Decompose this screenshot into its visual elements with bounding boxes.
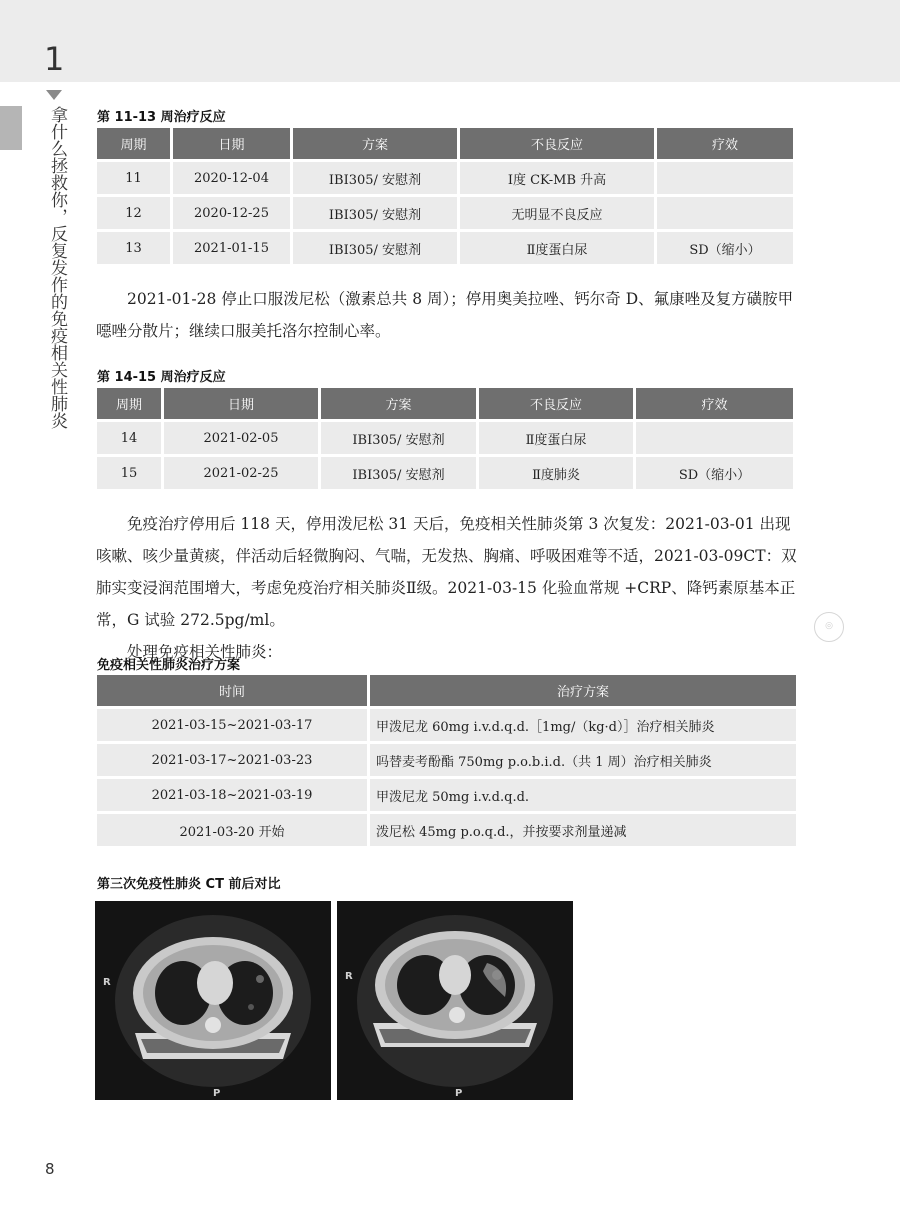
cell-cycle: 13 xyxy=(97,232,170,264)
table-treatment-plan xyxy=(94,672,799,849)
cell-cycle: 11 xyxy=(97,162,170,194)
top-band xyxy=(0,0,900,82)
body-paragraph-relapse xyxy=(96,508,804,668)
header-treatment: 治疗方案 xyxy=(370,675,796,706)
ct-scan-after xyxy=(337,901,573,1100)
cell-adverse-reaction: Ⅰ度 CK-MB 升高 xyxy=(460,162,654,194)
paragraph-text: 处理免疫相关性肺炎： xyxy=(127,643,283,661)
header-adverse-reaction: 不良反应 xyxy=(460,128,654,159)
header-adverse-reaction: 不良反应 xyxy=(479,388,633,419)
cell-efficacy: SD（缩小） xyxy=(657,232,793,264)
cell-treatment: 甲泼尼龙 60mg i.v.d.q.d.［1mg/（kg·d）］治疗相关肺炎 xyxy=(370,709,796,741)
cell-treatment: 泼尼松 45mg p.o.q.d.，并按要求剂量递减 xyxy=(370,814,796,846)
cell-efficacy xyxy=(636,422,793,454)
figure-caption-ct: 第三次免疫性肺炎 CT 前后对比 xyxy=(97,877,281,892)
cell-efficacy xyxy=(657,162,793,194)
cell-time: 2021-03-20 开始 xyxy=(97,814,367,846)
table-caption-weeks-11-13: 第 11-13 周治疗反应 xyxy=(97,110,226,125)
table-header-row xyxy=(97,388,793,419)
cell-time: 2021-03-15~2021-03-17 xyxy=(97,709,367,741)
cell-cycle: 12 xyxy=(97,197,170,229)
header-time: 时间 xyxy=(97,675,367,706)
table-header-row xyxy=(97,675,796,706)
cell-adverse-reaction: Ⅱ度肺炎 xyxy=(479,457,633,489)
table-row xyxy=(97,779,796,811)
header-cycle: 周期 xyxy=(97,128,170,159)
cell-date: 2021-01-15 xyxy=(173,232,290,264)
table-row xyxy=(97,197,793,229)
cell-treatment: 甲泼尼龙 50mg i.v.d.q.d. xyxy=(370,779,796,811)
cell-regimen: IBI305/ 安慰剂 xyxy=(293,162,457,194)
cell-cycle: 14 xyxy=(97,422,161,454)
table-caption-treatment-plan: 免疫相关性肺炎治疗方案 xyxy=(97,658,241,673)
cell-adverse-reaction: Ⅱ度蛋白尿 xyxy=(479,422,633,454)
publisher-stamp-icon: ◎ xyxy=(814,612,844,642)
paragraph-text: 免疫治疗停用后 118 天，停用泼尼松 31 天后，免疫相关性肺炎第 3 次复发：2021-03-01 出现咳嗽、咳少量黄痰，伴活动后轻微胸闷、气喘，无发热、胸痛、呼吸困难等不适，2021-03-09CT：双肺实变浸润范围增大，考虑免疫治疗相关肺炎Ⅱ级。2021-03-15 化验血常规 +CRP、降钙素原基本正常，G 试验 272.5pg/ml。 xyxy=(96,515,797,629)
paragraph-text: 2021-01-28 停止口服泼尼松（激素总共 8 周）；停用奥美拉唑、钙尔奇 D、氟康唑及复方磺胺甲噁唑分散片；继续口服美托洛尔控制心率。 xyxy=(96,290,794,340)
table-row xyxy=(97,162,793,194)
right-side-label: R xyxy=(103,977,111,988)
cell-adverse-reaction: 无明显不良反应 xyxy=(460,197,654,229)
table-header-row xyxy=(97,128,793,159)
cell-efficacy: SD（缩小） xyxy=(636,457,793,489)
cell-regimen: IBI305/ 安慰剂 xyxy=(321,457,476,489)
triangle-down-icon xyxy=(46,90,62,100)
cell-date: 2021-02-05 xyxy=(164,422,318,454)
ct-scan-image xyxy=(337,901,573,1100)
cell-date: 2020-12-25 xyxy=(173,197,290,229)
right-side-label: R xyxy=(345,971,353,982)
header-efficacy: 疗效 xyxy=(636,388,793,419)
table-weeks-11-13 xyxy=(94,125,796,267)
page-number: 8 xyxy=(45,1160,55,1178)
table-row xyxy=(97,744,796,776)
header-regimen: 方案 xyxy=(321,388,476,419)
table-row xyxy=(97,814,796,846)
header-efficacy: 疗效 xyxy=(657,128,793,159)
cell-cycle: 15 xyxy=(97,457,161,489)
cell-date: 2020-12-04 xyxy=(173,162,290,194)
cell-time: 2021-03-18~2021-03-19 xyxy=(97,779,367,811)
chapter-number: 1 xyxy=(44,40,65,78)
header-date: 日期 xyxy=(164,388,318,419)
table-row xyxy=(97,422,793,454)
cell-treatment: 吗替麦考酚酯 750mg p.o.b.i.d.（共 1 周）治疗相关肺炎 xyxy=(370,744,796,776)
posterior-label: P xyxy=(455,1088,463,1099)
ct-scan-image xyxy=(95,901,331,1100)
table-row xyxy=(97,457,793,489)
cell-efficacy xyxy=(657,197,793,229)
table-row xyxy=(97,232,793,264)
chapter-tab-marker xyxy=(0,106,22,150)
table-caption-weeks-14-15: 第 14-15 周治疗反应 xyxy=(97,370,226,385)
cell-regimen: IBI305/ 安慰剂 xyxy=(293,232,457,264)
header-regimen: 方案 xyxy=(293,128,457,159)
header-cycle: 周期 xyxy=(97,388,161,419)
table-weeks-14-15 xyxy=(94,385,796,492)
cell-regimen: IBI305/ 安慰剂 xyxy=(293,197,457,229)
posterior-label: P xyxy=(213,1088,221,1099)
body-paragraph-steroid-stop xyxy=(96,283,804,347)
cell-time: 2021-03-17~2021-03-23 xyxy=(97,744,367,776)
side-chapter-title: 拿什么拯救你，反复发作的免疫相关性肺炎 xyxy=(47,106,67,429)
header-date: 日期 xyxy=(173,128,290,159)
ct-scan-before xyxy=(95,901,331,1100)
cell-date: 2021-02-25 xyxy=(164,457,318,489)
cell-regimen: IBI305/ 安慰剂 xyxy=(321,422,476,454)
cell-adverse-reaction: Ⅱ度蛋白尿 xyxy=(460,232,654,264)
table-row xyxy=(97,709,796,741)
